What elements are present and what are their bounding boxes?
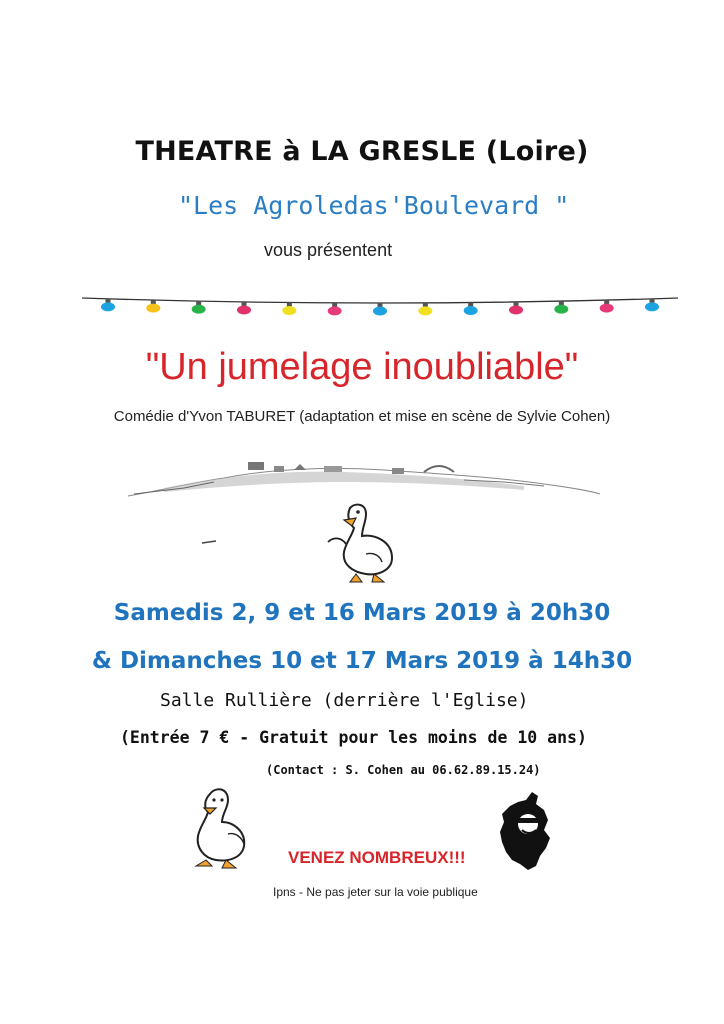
building-shape: [392, 468, 404, 474]
duck-eye: [220, 798, 223, 801]
light-bulb-cap: [468, 303, 473, 307]
contact-text: (Contact : S. Cohen au 06.62.89.15.24): [266, 763, 541, 777]
light-bulb: [464, 306, 478, 315]
roof-shape: [294, 464, 306, 470]
moor-bandana: [518, 818, 538, 823]
light-bulb: [645, 302, 659, 311]
light-bulb-cap: [650, 299, 655, 303]
string-lights-icon: [82, 288, 678, 320]
duck-body: [344, 505, 392, 575]
light-bulb-cap: [332, 303, 337, 307]
light-bulb: [373, 307, 387, 316]
light-bulb: [328, 306, 342, 315]
building-shape: [324, 466, 342, 472]
pen-mark: [200, 538, 220, 546]
tree-shape: [424, 466, 454, 472]
light-bulb: [101, 302, 115, 311]
light-bulb: [237, 305, 251, 314]
light-bulb-cap: [196, 301, 201, 305]
landscape-illustration: [124, 452, 604, 508]
building-shape: [274, 466, 284, 472]
play-title: "Un jumelage inoubliable": [145, 346, 579, 388]
light-bulb-cap: [151, 300, 156, 304]
price-text: (Entrée 7 € - Gratuit pour les moins de 10 ans): [120, 728, 587, 747]
light-bulb-cap: [423, 303, 428, 307]
duck-eye: [356, 510, 360, 514]
hill-shading: [164, 472, 524, 492]
light-bulb-cap: [559, 301, 564, 305]
duck-foot: [196, 860, 212, 866]
light-bulb: [192, 305, 206, 314]
duck-foot: [350, 574, 362, 582]
light-bulb-cap: [604, 300, 609, 304]
event-title: THEATRE à LA GRESLE (Loire): [135, 136, 589, 167]
ipns-notice: Ipns - Ne pas jeter sur la voie publique: [273, 885, 478, 899]
light-bulb-cap: [287, 303, 292, 307]
light-bulb: [554, 305, 568, 314]
light-bulb: [418, 306, 432, 315]
duck-icon: [326, 502, 398, 586]
light-bulb: [509, 305, 523, 314]
call-to-action: VENEZ NOMBREUX!!!: [288, 848, 466, 867]
duck-eye: [212, 798, 215, 801]
light-bulb: [146, 304, 160, 313]
building-shape: [248, 462, 264, 470]
presents-text: vous présentent: [264, 240, 393, 260]
light-bulb-cap: [514, 302, 519, 306]
troupe-name: "Les Agroledas'Boulevard ": [178, 191, 570, 220]
corsica-moor-icon: [492, 790, 564, 872]
schedule-saturdays: Samedis 2, 9 et 16 Mars 2019 à 20h30: [113, 600, 611, 626]
light-bulb-cap: [378, 303, 383, 307]
light-bulb-cap: [106, 299, 111, 303]
duck-icon: [190, 786, 254, 870]
schedule-sundays: & Dimanches 10 et 17 Mars 2019 à 14h30: [91, 648, 633, 674]
light-bulb: [600, 304, 614, 313]
duck-wing: [328, 538, 346, 544]
light-bulb-cap: [242, 302, 247, 306]
play-credits: Comédie d'Yvon TABURET (adaptation et mise en scène de Sylvie Cohen): [113, 408, 611, 425]
light-bulb: [282, 306, 296, 315]
duck-foot: [372, 574, 384, 582]
light-string-wire: [82, 298, 678, 303]
venue-text: Salle Rullière (derrière l'Eglise): [160, 690, 529, 711]
